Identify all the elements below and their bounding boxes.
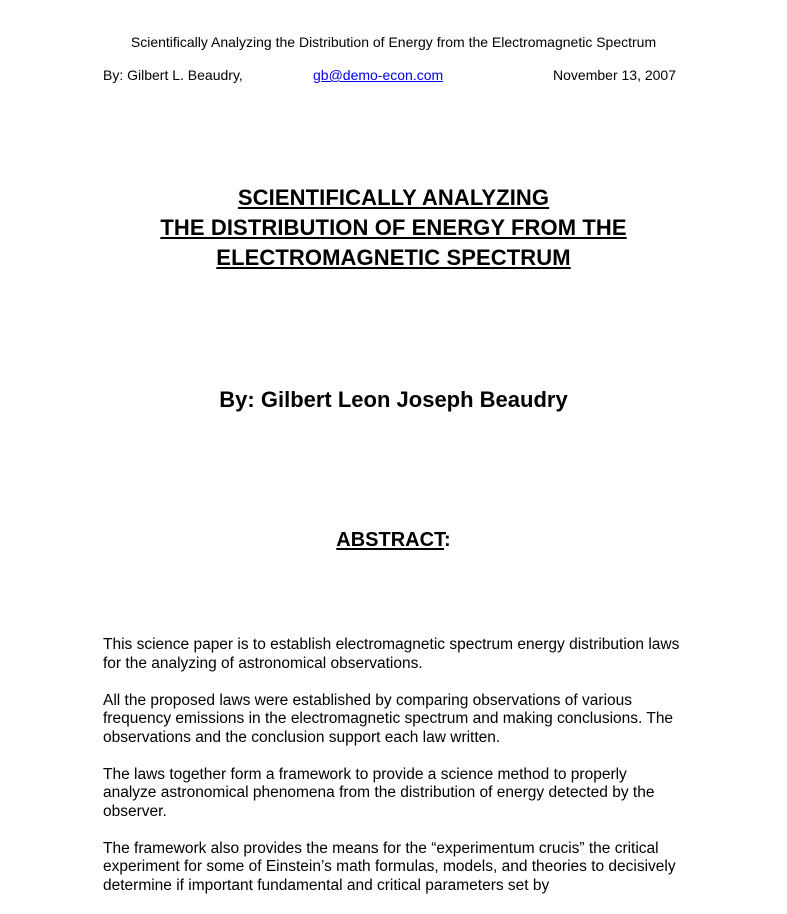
abstract-paragraph-1: This science paper is to establish electromagnetic spectrum energy distribution laws for the analyzing of astronomical observations.: [103, 636, 680, 672]
abstract-paragraph-3: The laws together form a framework to provide a science method to properly analyze astronomical phenomena from the distribution of energy detected by the observer.: [103, 765, 655, 820]
paper-title-line-3: ELECTROMAGNETIC SPECTRUM: [216, 245, 571, 270]
paper-title-line-1: SCIENTIFICALLY ANALYZING: [237, 185, 550, 210]
paper-author: By: Gilbert Leon Joseph Beaudry: [219, 387, 568, 412]
byline-author: By: Gilbert L. Beaudry,: [103, 67, 243, 83]
abstract-body: [103, 636, 683, 914]
running-header-title: Scientifically Analyzing the Distribution of Energy from the Electromagnetic Spectrum: [130, 34, 657, 50]
byline-row: [103, 67, 676, 83]
abstract-paragraph-4: The framework also provides the means for the “experimentum crucis” the critical experiment for some of Einstein’s math formulas, models, and theories to decisively determine if important fundamental and critical parameters set by: [103, 839, 676, 894]
paper-title-line-2: THE DISTRIBUTION OF ENERGY FROM THE: [160, 215, 627, 240]
abstract-heading: [0, 527, 787, 553]
author-email-link[interactable]: gb@demo-econ.com: [313, 67, 444, 83]
paper-title: [0, 183, 787, 273]
publication-date: November 13, 2007: [553, 67, 676, 83]
abstract-heading-label: ABSTRACT: [336, 529, 445, 551]
abstract-heading-colon: :: [444, 529, 451, 551]
abstract-paragraph-2: All the proposed laws were established by comparing observations of various frequency emissions in the electromagnetic spectrum and making conclusions. The observations and the conclusion support each law written.: [103, 691, 674, 746]
